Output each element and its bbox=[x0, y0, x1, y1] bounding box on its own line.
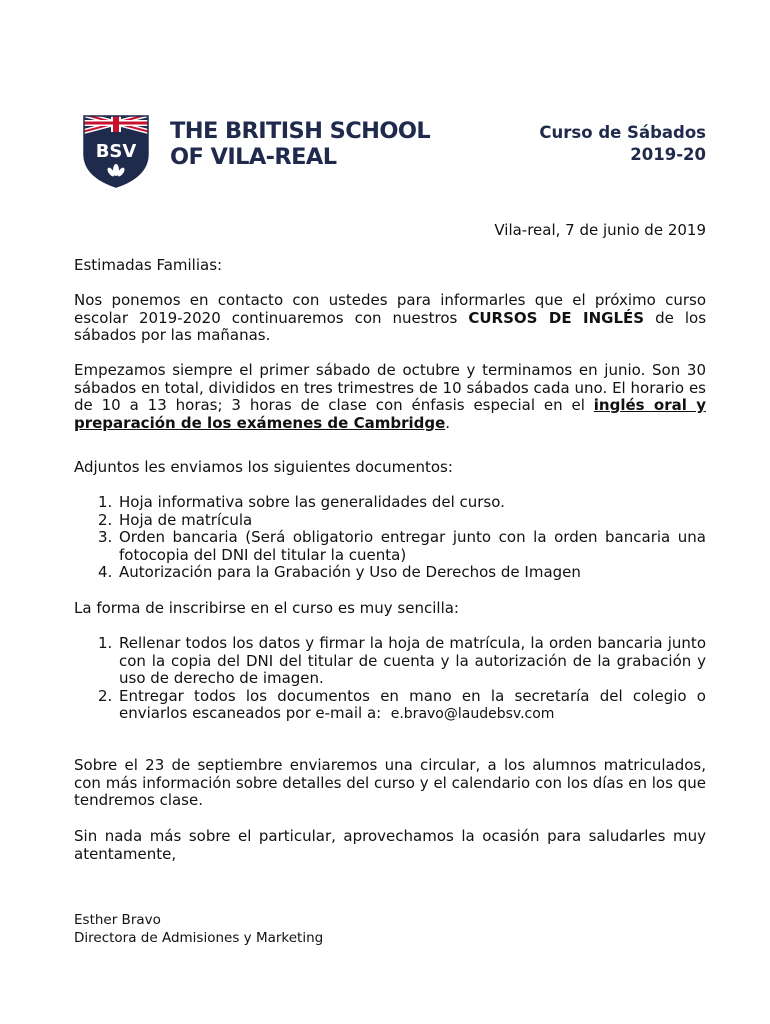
signatory-name: Esther Bravo bbox=[74, 912, 161, 928]
list-item: 1. Hoja informativa sobre las generalidades del curso. bbox=[98, 493, 505, 511]
school-name-line2: OF VILA-REAL bbox=[170, 144, 337, 170]
documents-list bbox=[74, 494, 706, 582]
signatory-role: Directora de Admisiones y Marketing bbox=[74, 929, 324, 946]
p1-text-b: de los sábados por las mañanas. bbox=[74, 308, 707, 345]
greeting: Estimadas Familias: bbox=[74, 256, 223, 274]
steps-list bbox=[74, 635, 706, 724]
p1-bold: CURSOS DE INGLÉS bbox=[468, 308, 645, 327]
steps-intro: La forma de inscribirse en el curso es muy sencilla: bbox=[74, 599, 459, 617]
course-title: Curso de Sábados bbox=[539, 123, 706, 142]
paragraph-closing: Sin nada más sobre el particular, aprovechamos la ocasión para saludarles muy atentamente, bbox=[74, 827, 706, 863]
docs-intro: Adjuntos les enviamos los siguientes documentos: bbox=[74, 458, 453, 476]
letter-date: Vila-real, 7 de junio de 2019 bbox=[494, 221, 706, 239]
paragraph-september: Sobre el 23 de septiembre enviaremos una circular, a los alumnos matriculados, con más información sobre detalles del curso y el calendario con los días en los que tendremos clase. bbox=[74, 756, 706, 810]
list-item: 2. Entregar todos los documentos en mano en la secretaría del colegio o enviarlos escaneados por e-mail a: e.bravo@laudebsv.com bbox=[98, 686, 706, 723]
school-name bbox=[170, 118, 430, 170]
p2-bold-underlined: inglés oral y preparación de los exámenes de Cambridge bbox=[74, 396, 706, 432]
logo-monogram: BSV bbox=[95, 141, 137, 162]
course-heading bbox=[539, 122, 706, 166]
list-item: 1. Rellenar todos los datos y firmar la hoja de matrícula, la orden bancaria junto con la copia del DNI del titular de cuenta y la autorización de la grabación y uso de derecho de imagen. bbox=[98, 634, 706, 688]
school-name-line1: THE BRITISH SCHOOL bbox=[170, 118, 431, 144]
signature-block bbox=[74, 912, 323, 947]
p2-text-b: . bbox=[445, 413, 451, 432]
school-logo bbox=[82, 114, 431, 188]
p2-text-a: Empezamos siempre el primer sábado de octubre y terminamos en junio. Son 30 sábados en total, divididos en tres trimestres de 10 sábados cada uno. El horario es de 10 a 13 horas; 3 horas de clase con énfasis especial en el bbox=[74, 361, 706, 415]
list-item: 4. Autorización para la Grabación y Uso de Derechos de Imagen bbox=[98, 563, 581, 582]
paragraph-schedule bbox=[74, 362, 706, 432]
paragraph-intro bbox=[74, 292, 706, 345]
shield-crest-icon bbox=[82, 114, 150, 188]
email-link[interactable]: e.bravo@laudebsv.com bbox=[390, 706, 555, 723]
list-item: 3. Orden bancaria (Será obligatorio entregar junto con la orden bancaria una fotocopia del DNI del titular la cuenta) bbox=[98, 528, 706, 564]
p1-text-a: Nos ponemos en contacto con ustedes para informarles que el próximo curso escolar 2019-2020 continuaremos con nuestros bbox=[74, 291, 706, 327]
course-year: 2019-20 bbox=[630, 145, 706, 164]
list-item: 2. Hoja de matrícula bbox=[98, 510, 253, 529]
